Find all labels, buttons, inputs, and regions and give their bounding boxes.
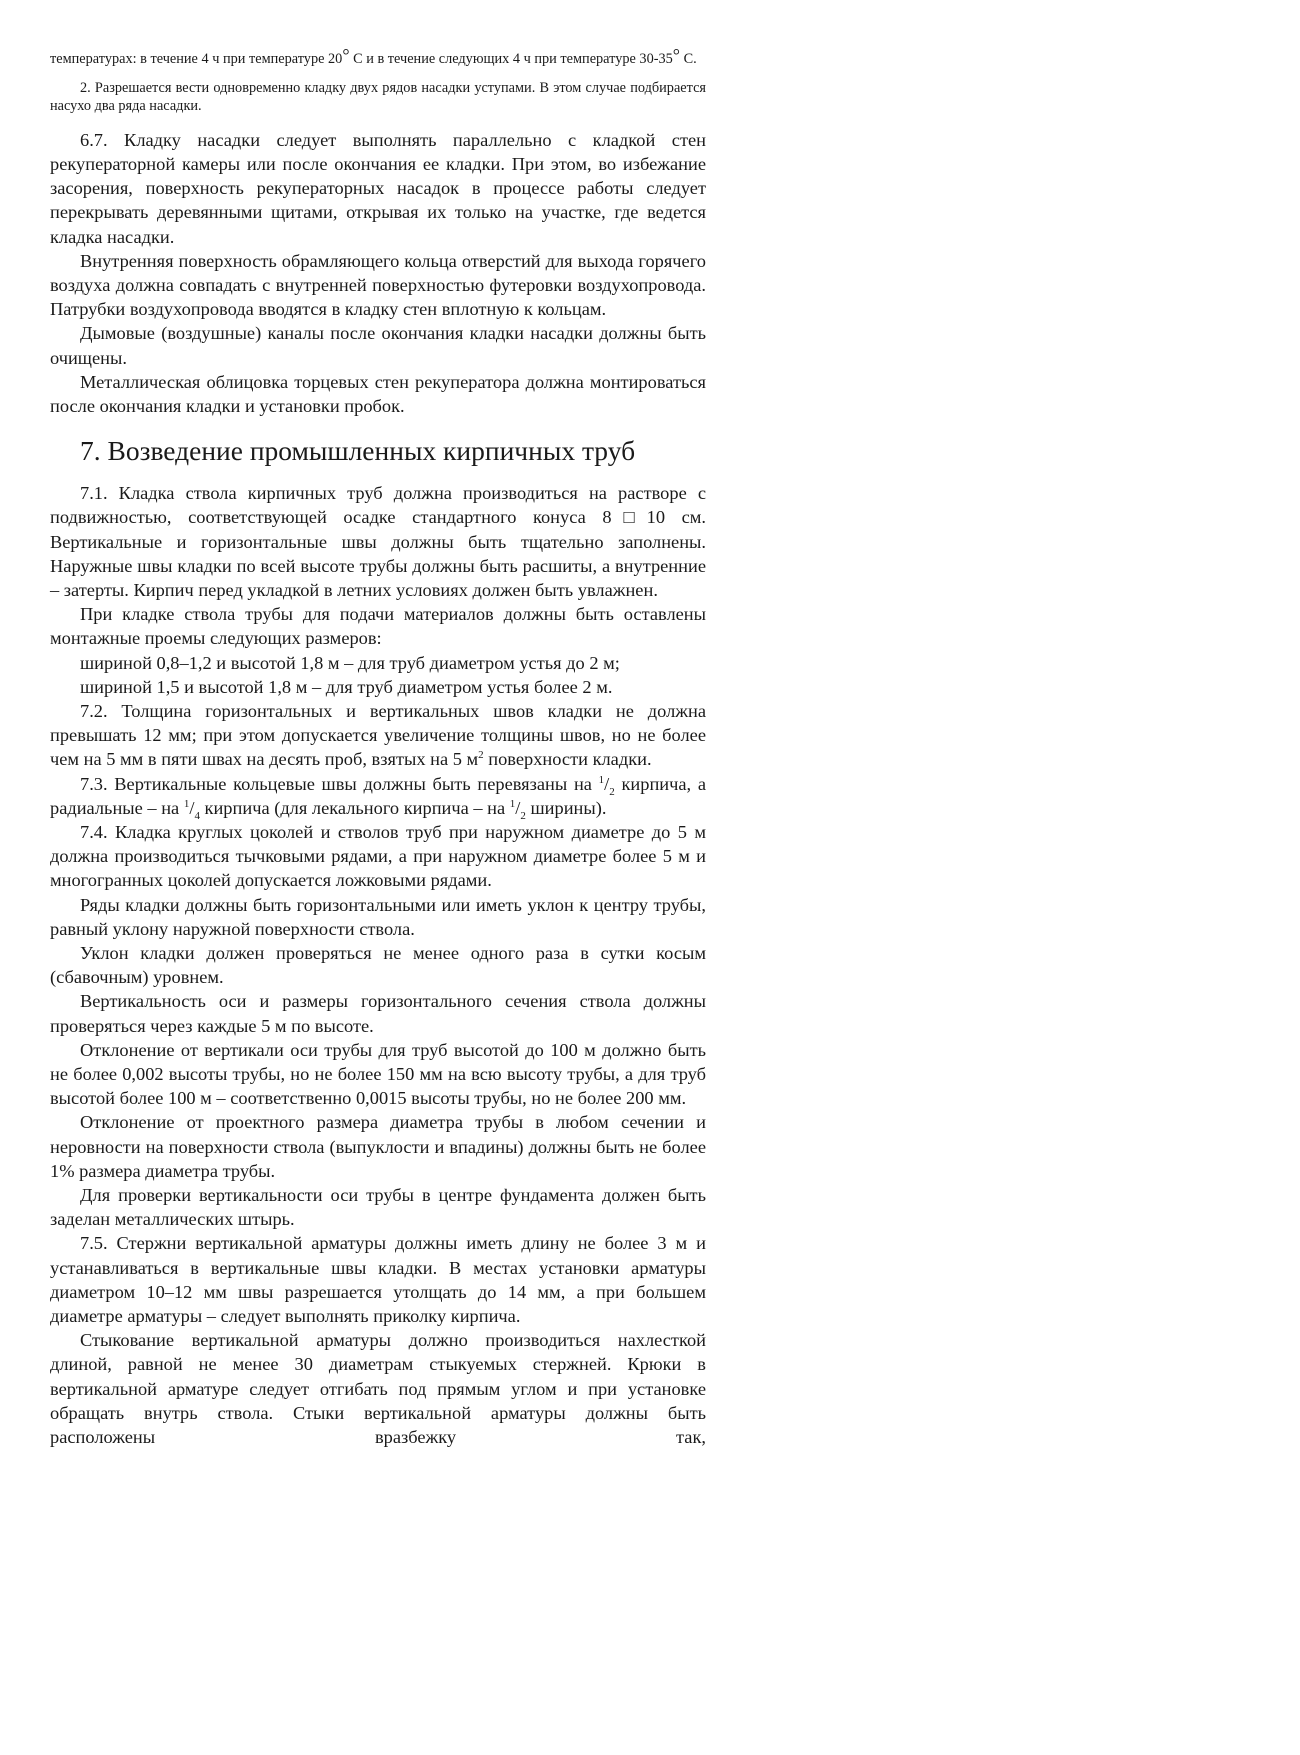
document-page [50,45,706,1449]
paragraph: шириной 1,5 и высотой 1,8 м – для труб диаметром устья более 2 м. [80,676,613,697]
paragraph: 7.5. Стержни вертикальной арматуры должны иметь длину не более 3 м и устанавливаться в вертикальные швы кладки. В местах установки арматуры диаметром 10–12 мм швы разрешается утолщать до 14 мм, а при большем диаметре арматуры – следует выполнять приколку кирпича. [50,1233,706,1327]
section-7-text [50,481,706,1449]
paragraph: Для проверки вертикальности оси трубы в центре фундамента должен быть заделан металлических штырь. [50,1185,706,1230]
note-1 [50,45,706,69]
paragraph-text: 7.2. Толщина горизонтальных и вертикальных швов кладки не должна превышать 12 мм; при этом допускается увеличение толщины швов, но не более чем на 5 мм в пяти швах на десять проб, взятых на 5 м [50,701,706,770]
fraction-denominator: 2 [520,810,526,823]
fraction-numerator: 1 [598,773,605,786]
note-1-text-b: С и в течение следующих 4 ч при температуре 30-35 [349,51,673,67]
fraction-quarter [183,797,200,823]
paragraph: 7.4. Кладка круглых цоколей и стволов труб при наружном диаметре до 5 м должна производиться тычковыми рядами, а при наружном диаметре более 5 м и многогранных цоколей допускается ложковыми рядами. [50,822,706,891]
paragraph-text: 7.3. Вертикальные кольцевые швы должны быть перевязаны на [80,773,599,794]
note-2: 2. Разрешается вести одновременно кладку двух рядов насадки уступами. В этом случае подбирается насухо два ряда насадки. [50,79,706,115]
superscript: 2 [478,749,484,762]
paragraph-text: поверхности кладки. [483,749,652,770]
paragraph: Отклонение от вертикали оси трубы для труб высотой до 100 м должно быть не более 0,002 высоты трубы, но не более 150 мм на всю высоту трубы, а для труб высотой более 100 м – соответственно 0,0015 высоты трубы, но не более 200 мм. [50,1039,706,1109]
paragraph: Ряды кладки должны быть горизонтальными или иметь уклон к центру трубы, равный уклону наружной поверхности ствола. [50,894,706,939]
paragraph: 7.1. Кладка ствола кирпичных труб должна производиться на растворе с подвижностью, соответствующей осадке стандартного конуса 8□10 см. Вертикальные и горизонтальные швы должны быть тщательно заполнены. Наружные швы кладки по всей высоте трубы должны быть расшиты, а внутренние – затерты. Кирпич перед укладкой в летних условиях должен быть увлажнен. [50,483,706,600]
paragraph: Металлическая облицовка торцевых стен рекуператора должна монтироваться после окончания кладки и установки пробок. [50,371,706,416]
paragraph: Отклонение от проектного размера диаметра трубы в любом сечении и неровности на поверхности ствола (выпуклости и впадины) должны быть не более 1% размера диаметра трубы. [50,1112,706,1181]
paragraph-text: кирпича (для лекального кирпича – на [199,797,510,818]
fraction-denominator: 4 [194,810,200,823]
fraction-half [598,773,615,799]
paragraph: Дымовые (воздушные) каналы после окончания кладки насадки должны быть очищены. [50,323,706,368]
paragraph: Уклон кладки должен проверяться не менее одного раза в сутки косым (сбавочным) уровнем. [50,943,706,988]
section-heading: 7. Возведение промышленных кирпичных труб [80,435,636,467]
fraction-slash: / [515,797,521,818]
paragraph: шириной 0,8–1,2 и высотой 1,8 м – для труб диаметром устья до 2 м; [80,652,620,673]
paragraph: При кладке ствола трубы для подачи материалов должны быть оставлены монтажные проемы следующих размеров: [50,604,706,649]
fraction-slash: / [189,797,195,818]
degree-symbol: ° [342,45,350,65]
paragraph: Внутренняя поверхность обрамляющего кольца отверстий для выхода горячего воздуха должна совпадать с внутренней поверхностью футеровки воздухопровода. Патрубки воздухопровода вводятся в кладку стен вплотную к кольцам. [50,250,706,320]
paragraph: 6.7. Кладку насадки следует выполнять параллельно с кладкой стен рекуператорной камеры или после окончания ее кладки. При этом, во избежание засорения, поверхность рекуператорных насадок в процессе работы следует перекрывать деревянными щитами, открывая их только на участке, где ведется кладка насадки. [50,129,706,247]
paragraph [50,699,706,772]
paragraph [50,772,706,823]
fraction-numerator: 1 [509,797,516,810]
table-notes [50,45,706,116]
degree-symbol: ° [672,45,680,65]
fraction-numerator: 1 [183,797,190,810]
section-6-text [50,128,706,418]
paragraph-text: кирпича, а радиальные – на [50,773,706,818]
note-1-text-a: температурах: в течение 4 ч при температуре 20 [50,51,343,67]
fraction-slash: / [604,773,610,794]
fraction-denominator: 2 [609,786,615,799]
note-1-text-c: С. [680,51,697,67]
paragraph-text: ширины). [525,797,607,818]
paragraph: Вертикальность оси и размеры горизонтального сечения ствола должны проверяться через каждые 5 м по высоте. [50,991,706,1036]
fraction-half [509,797,526,823]
paragraph: Стыкование вертикальной арматуры должно производиться нахлесткой длиной, равной не менее 30 диаметрам стыкуемых стержней. Крюки в вертикальной арматуре следует отгибать под прямым углом и при установке обращать внутрь ствола. Стыки вертикальной арматуры должны быть расположены вразбежку так, [50,1330,706,1448]
